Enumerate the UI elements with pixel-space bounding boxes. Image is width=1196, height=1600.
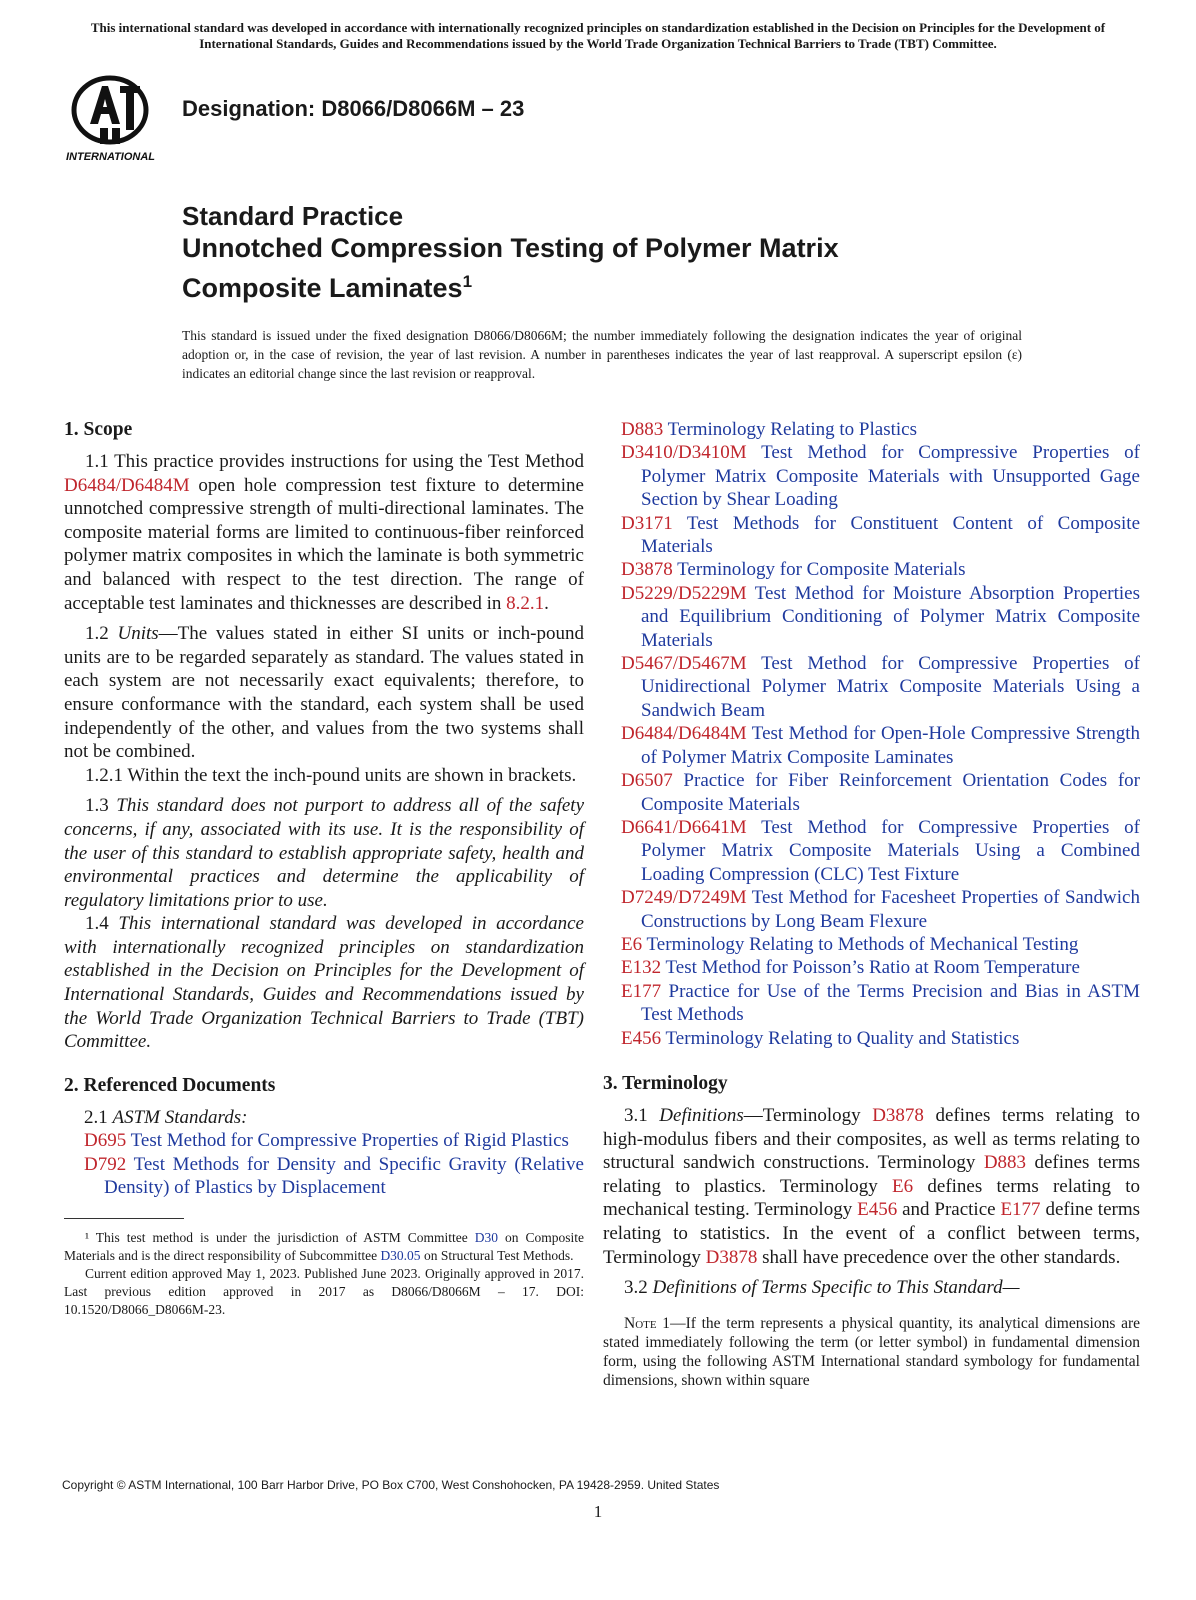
- reference-title-link[interactable]: Test Methods for Density and Specific Gravity (Relative Density) of Plastics by Displacement: [104, 1153, 584, 1199]
- reference-title-link[interactable]: Terminology Relating to Methods of Mechanical Testing: [646, 933, 1079, 955]
- terminology-3-1-text-g: shall have precedence over the other standards.: [757, 1246, 1121, 1268]
- scope-1-4: [64, 912, 584, 1054]
- reference-title-link[interactable]: Test Method for Poisson’s Ratio at Room Temperature: [665, 957, 1080, 979]
- reference-item: [621, 512, 1140, 559]
- logo-label: INTERNATIONAL: [66, 151, 156, 163]
- terminology-3-1-text: —Terminology: [743, 1104, 873, 1126]
- left-reference-list: [64, 1129, 584, 1199]
- scope-1-1-text-b: open hole compression test fixture to determine unnotched compressive strength of multi-directional laminates. The composite material forms are limited to continuous-fiber reinforced polymer matrix composites in which the laminate is both symmetric and balanced with respect to the test direction. The range of acceptable test laminates and thicknesses are described in: [64, 474, 584, 614]
- reference-item: [621, 956, 1140, 979]
- title-block: [182, 200, 1082, 305]
- reference-item: [621, 441, 1140, 511]
- reference-title-link[interactable]: Test Method for Open-Hole Compressive Strength of Polymer Matrix Composite Laminates: [641, 723, 1140, 768]
- reference-code-link[interactable]: D6507: [621, 770, 673, 792]
- reference-title-link[interactable]: Terminology for Composite Materials: [677, 559, 966, 581]
- terminology-heading: 3. Terminology: [603, 1072, 728, 1094]
- link-8-2-1[interactable]: 8.2.1: [506, 592, 545, 614]
- link-e6[interactable]: E6: [892, 1175, 914, 1197]
- note-1-text: —If the term represents a physical quantity, its analytical dimensions are stated immediately following the term (or letter symbol) in fundamental dimension form, using the following ASTM International standard symbology for fundamental dimensions, shown within square: [603, 1314, 1140, 1389]
- reference-code-link[interactable]: D6641/D6641M: [621, 816, 747, 838]
- terminology-3-1: [603, 1104, 1140, 1269]
- scope-1-2-num: 1.2: [85, 623, 118, 645]
- link-e177[interactable]: E177: [1000, 1199, 1041, 1221]
- astm-logo-icon: [62, 72, 172, 164]
- astm-logo: [62, 72, 172, 164]
- refdocs-2-1-num: 2.1: [84, 1106, 113, 1128]
- scope-1-3: [64, 794, 584, 912]
- reference-code-link[interactable]: D695: [84, 1130, 127, 1152]
- title-line-2-text: Composite Laminates: [182, 273, 463, 303]
- right-reference-list: [621, 418, 1140, 1050]
- reference-title-link[interactable]: Test Methods for Constituent Content of Composite Materials: [641, 512, 1140, 558]
- footnote-edition: Current edition approved May 1, 2023. Published June 2023. Originally approved in 2017. Last previous edition approved in 2017 as D8066/D8066M – 17. DOI: 10.1520/D8066_D8066M-23.: [64, 1265, 584, 1317]
- designation: Designation: D8066/D8066M – 23: [182, 96, 525, 121]
- reference-item: [621, 980, 1140, 1027]
- link-d3878[interactable]: D3878: [872, 1104, 924, 1126]
- reference-item: [621, 769, 1140, 816]
- scope-heading: 1. Scope: [64, 419, 133, 440]
- terminology-3-1-italic: Definitions: [659, 1104, 744, 1126]
- reference-title-link[interactable]: Test Method for Facesheet Properties of Sandwich Constructions by Long Beam Flexure: [641, 887, 1140, 932]
- terminology-3-1-text-f: define terms relating to statistics. In the event of a conflict between terms, Terminology: [603, 1199, 1141, 1268]
- link-e456[interactable]: E456: [857, 1199, 898, 1221]
- reference-title-link[interactable]: Test Method for Compressive Properties of Unidirectional Polymer Matrix Composite Materials Using a Sandwich Beam: [641, 653, 1140, 721]
- reference-code-link[interactable]: E456: [621, 1027, 662, 1049]
- footnote-1: [64, 1229, 584, 1265]
- terminology-3-2: [603, 1276, 1140, 1300]
- reference-item: [621, 558, 1140, 581]
- page-number: 1: [593, 1502, 603, 1521]
- footnote-divider: [64, 1218, 184, 1219]
- reference-item: [621, 1027, 1140, 1050]
- reference-item: [621, 933, 1140, 956]
- reference-item: [621, 652, 1140, 722]
- scope-1-4-num: 1.4: [85, 913, 119, 935]
- reference-item: [621, 582, 1140, 652]
- reference-item: [64, 1129, 584, 1152]
- scope-1-3-text: This standard does not purport to address all of the safety concerns, if any, associated with its use. It is the responsibility of the user of this standard to establish appropriate safety, health and environmental practices and determine the applicability of regulatory limitations prior to use.: [64, 795, 584, 911]
- footnote-1-text-c: on Structural Test Methods.: [420, 1247, 574, 1263]
- reference-code-link[interactable]: E132: [621, 957, 662, 979]
- link-d30-05[interactable]: D30.05: [380, 1247, 421, 1263]
- scope-1-2-italic: Units: [117, 623, 159, 645]
- terminology-3-1-text-c: defines terms relating to plastics. Terminology: [603, 1152, 1140, 1197]
- reference-title-link[interactable]: Practice for Fiber Reinforcement Orientation Codes for Composite Materials: [641, 770, 1141, 815]
- link-d30[interactable]: D30: [474, 1229, 498, 1245]
- reference-item: [621, 722, 1140, 769]
- terminology-3-2-italic: Definitions of Terms Specific to This Standard—: [652, 1277, 1020, 1299]
- link-d6484[interactable]: D6484/D6484M: [64, 474, 190, 496]
- link-d883[interactable]: D883: [983, 1152, 1027, 1174]
- issued-note: This standard is issued under the fixed designation D8066/D8066M; the number immediately following the designation indicates the year of original adoption or, in the case of revision, the year of last revision. A number in parentheses indicates the year of last reapproval. A superscript epsilon (ε) indicates an editorial change since the last revision or reapproval.: [182, 328, 1022, 381]
- scope-1-3-num: 1.3: [85, 795, 117, 817]
- reference-code-link[interactable]: D6484/D6484M: [621, 723, 747, 745]
- scope-1-1-text: 1.1 This practice provides instructions for using the Test Method: [85, 451, 584, 472]
- reference-title-link[interactable]: Test Method for Compressive Properties of Polymer Matrix Composite Materials Using a Combined Loading Compression (CLC) Test Fixture: [641, 816, 1140, 885]
- reference-item: [64, 1153, 584, 1200]
- right-column: [603, 418, 1141, 1405]
- left-column: [64, 418, 584, 1319]
- refdocs-2-1: [64, 1106, 584, 1130]
- copyright: Copyright © ASTM International, 100 Barr Harbor Drive, PO Box C700, West Conshohocken, PA 19428-2959. United States: [62, 1478, 720, 1492]
- reference-item: [621, 418, 1140, 441]
- reference-code-link[interactable]: D7249/D7249M: [621, 887, 747, 909]
- title-line-2: [182, 265, 1082, 305]
- footnote-1-text-b: on Composite Materials and is the direct responsibility of Subcommittee: [64, 1229, 584, 1263]
- reference-code-link[interactable]: D5229/D5229M: [621, 582, 747, 604]
- link-d3878-2[interactable]: D3878: [705, 1246, 758, 1268]
- scope-1-4-text: This international standard was developed in accordance with internationally recognized principles on standardization established in the Decision on Principles for the Development of International Standards, Guides and Recommendations issued by the World Trade Organization Technical Barriers to Trade (TBT) Committee.: [64, 913, 584, 1053]
- reference-title-link[interactable]: Terminology Relating to Quality and Statistics: [665, 1027, 1020, 1049]
- terminology-3-1-text-e: and Practice: [897, 1199, 1001, 1221]
- reference-code-link[interactable]: D5467/D5467M: [621, 653, 747, 675]
- footnote-1-text: ¹ This test method is under the jurisdiction of ASTM Committee: [85, 1229, 475, 1245]
- refdocs-heading: 2. Referenced Documents: [64, 1074, 276, 1096]
- scope-1-1-text-c: .: [544, 592, 549, 614]
- title-kind: Standard Practice: [182, 201, 404, 231]
- reference-code-link[interactable]: E6: [621, 933, 643, 955]
- terminology-3-2-num: 3.2: [624, 1277, 653, 1299]
- reference-code-link[interactable]: D3171: [621, 512, 673, 534]
- refdocs-2-1-italic: ASTM Standards:: [112, 1106, 248, 1128]
- terminology-3-1-num: 3.1: [624, 1104, 660, 1126]
- title-footnote-mark: 1: [462, 272, 473, 291]
- reference-code-link[interactable]: D792: [84, 1153, 127, 1175]
- reference-title-link[interactable]: Terminology Relating to Plastics: [667, 419, 917, 440]
- terminology-3-1-text-d: defines terms relating to mechanical testing. Terminology: [603, 1175, 1140, 1221]
- wto-notice: This international standard was developed in accordance with internationally recognized principles on standardization established in the Decision on Principles for the Development of International Standards, Guides and Recommendations issued by the World Trade Organization Technical Barriers to Trade (TBT) Committee.: [90, 20, 1106, 51]
- reference-code-link[interactable]: E177: [621, 980, 662, 1002]
- title-line-1: Unnotched Compression Testing of Polymer Matrix: [182, 233, 839, 263]
- reference-title-link[interactable]: Test Method for Moisture Absorption Properties and Equilibrium Conditioning of Polymer Matrix Composite Materials: [641, 582, 1140, 651]
- reference-title-link[interactable]: Practice for Use of the Terms Precision and Bias in ASTM Test Methods: [641, 980, 1140, 1026]
- note-1-caption: Note 1: [624, 1314, 671, 1332]
- reference-item: [621, 816, 1140, 886]
- scope-1-2-text: —The values stated in either SI units or inch-pound units are to be regarded separately as standard. The values stated in each system are not necessarily exact equivalents; therefore, to ensure conformance with the standard, each system shall be used independently of the other, and values from the two systems shall not be combined.: [64, 623, 585, 763]
- reference-code-link[interactable]: D3878: [621, 559, 673, 581]
- reference-title-link[interactable]: Test Method for Compressive Properties of Rigid Plastics: [130, 1130, 569, 1152]
- scope-1-1: [64, 450, 584, 615]
- scope-1-2-1: 1.2.1 Within the text the inch-pound units are shown in brackets.: [85, 764, 577, 786]
- reference-title-link[interactable]: Test Method for Compressive Properties of Polymer Matrix Composite Materials with Unsupported Gage Section by Shear Loading: [641, 442, 1140, 511]
- terminology-3-1-text-b: defines terms relating to high-modulus fibers and their composites, as well as terms relating to structural sandwich constructions. Terminology: [603, 1104, 1140, 1174]
- reference-item: [621, 886, 1140, 933]
- note-1: [603, 1314, 1140, 1390]
- reference-code-link[interactable]: D3410/D3410M: [621, 442, 747, 464]
- scope-1-2: [64, 622, 584, 764]
- reference-code-link[interactable]: D883: [621, 419, 664, 440]
